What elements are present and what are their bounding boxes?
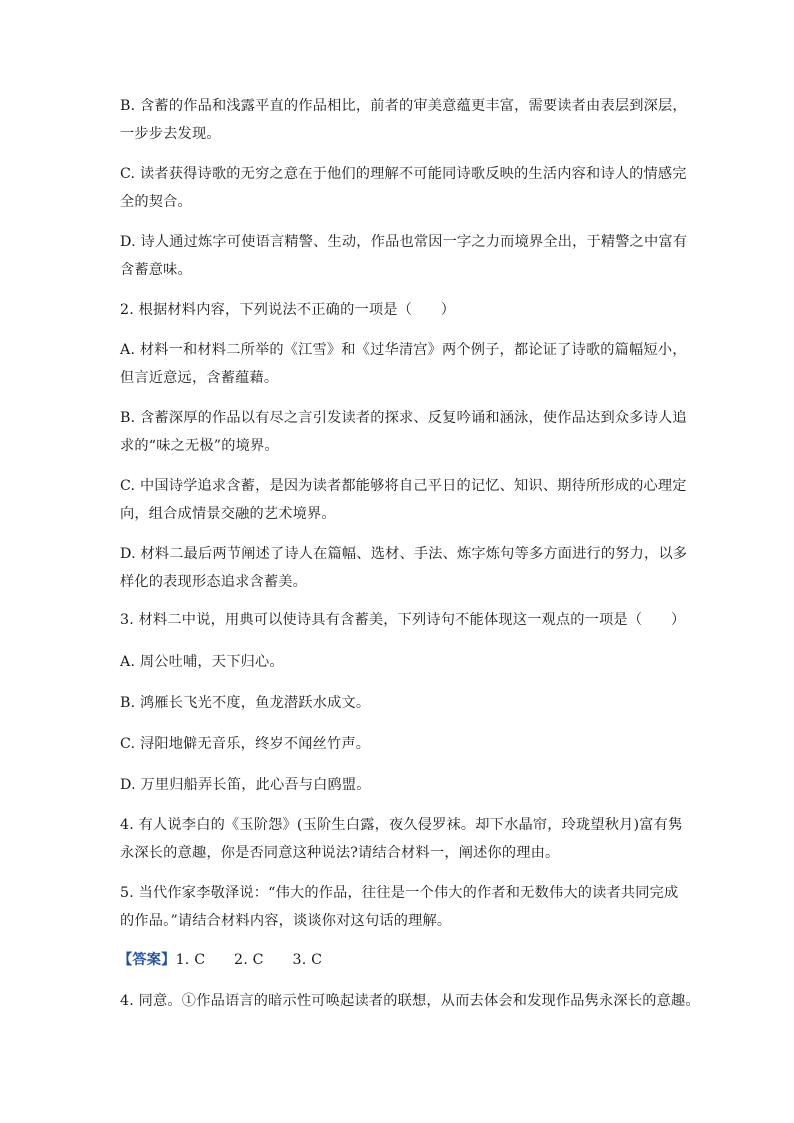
option-d-line-2: 含蓄意味。: [120, 262, 192, 278]
q2-option-b-line-1: B. 含蓄深厚的作品以有尽之言引发读者的探求、反复吟诵和涵泳，使作品达到众多诗人追: [120, 410, 687, 426]
question-4-line-1: 4. 有人说李白的《玉阶怨》(玉阶生白露，夜久侵罗袜。却下水晶帘，玲珑望秋月)富有隽: [120, 817, 683, 833]
option-b-line-1: B. 含蓄的作品和浅露平直的作品相比，前者的审美意蕴更丰富，需要读者由表层到深层，: [120, 98, 687, 114]
q3-option-b: B. 鸿雁长飞光不度，鱼龙潜跃水成文。: [120, 695, 371, 711]
q2-option-d-line-1: D. 材料二最后两节阐述了诗人在篇幅、选材、手法、炼字炼句等多方面进行的努力，以多: [120, 546, 688, 562]
question-2-stem: 2. 根据材料内容，下列说法不正确的一项是（ ）: [120, 302, 456, 318]
option-c-line-2: 全的契合。: [120, 194, 192, 210]
question-3-stem: 3. 材料二中说，用典可以使诗具有含蓄美，下列诗句不能体现这一观点的一项是（ ）: [120, 612, 686, 628]
q2-option-a-line-2: 但言近意远，含蓄蕴藉。: [120, 370, 279, 386]
q2-option-b-line-2: 求的“味之无极”的境界。: [120, 438, 279, 454]
q2-option-c-line-2: 向，组合成情景交融的艺术境界。: [120, 506, 336, 522]
option-d-line-1: D. 诗人通过炼字可使语言精警、生动，作品也常因一字之力而境界全出，于精警之中富有: [120, 234, 688, 250]
q2-option-d-line-2: 样化的表现形态追求含蓄美。: [120, 574, 308, 590]
question-4-line-2: 永深长的意趣，你是否同意这种说法?请结合材料一，阐述你的理由。: [120, 845, 560, 861]
question-5-line-2: 的作品。”请结合材料内容，谈谈你对这句话的理解。: [120, 913, 452, 929]
question-5-line-1: 5. 当代作家李敬泽说：“伟大的作品，往往是一个伟大的作者和无数伟大的读者共同完成: [120, 885, 679, 901]
q3-option-d: D. 万里归船弄长笛，此心吾与白鸥盟。: [120, 777, 371, 793]
option-c-line-1: C. 读者获得诗歌的无穷之意在于他们的理解不可能同诗歌反映的生活内容和诗人的情感完: [120, 166, 687, 182]
answer-values: 1. C 2. C 3. C: [175, 952, 323, 968]
answer-tag: 【答案】: [118, 952, 176, 968]
q2-option-a-line-1: A. 材料一和材料二所举的《江雪》和《过华清宫》两个例子，都论证了诗歌的篇幅短小，: [120, 342, 687, 358]
q3-option-a: A. 周公吐哺，天下归心。: [120, 654, 284, 670]
option-b-line-2: 一步步去发现。: [120, 126, 221, 142]
q3-option-c: C. 浔阳地僻无音乐，终岁不闻丝竹声。: [120, 736, 371, 752]
answer-line: [118, 950, 322, 970]
q2-option-c-line-1: C. 中国诗学追求含蓄，是因为读者都能够将自己平日的记忆、知识、期待所形成的心理定: [120, 478, 687, 494]
answer-4-line: 4. 同意。①作品语言的暗示性可唤起读者的联想，从而去体会和发现作品隽永深长的意趣。: [120, 993, 700, 1009]
